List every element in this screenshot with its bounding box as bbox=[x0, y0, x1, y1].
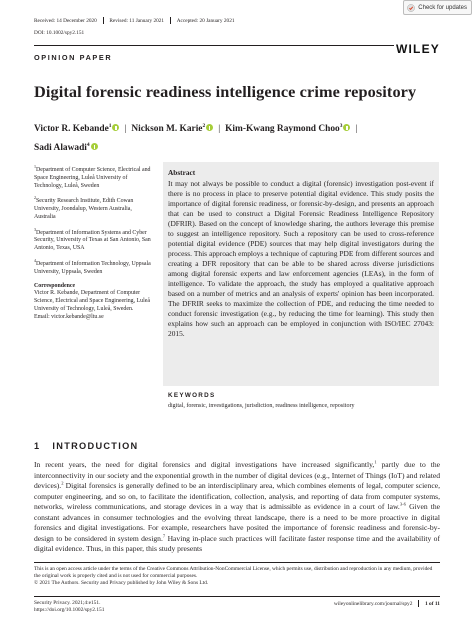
affiliation-text: Department of Computer Science, Electrical and Space Engineering, Luleå University of Technology, Luleå, Sweden bbox=[34, 166, 151, 189]
revised-date: Revised: 11 January 2021 bbox=[109, 17, 165, 24]
author[interactable] bbox=[34, 143, 98, 153]
divider bbox=[418, 600, 419, 607]
author[interactable] bbox=[225, 124, 350, 134]
license-text: This is an open access article under the terms of the Creative Commons Attribution-NonCommercial License, which permits use, distribution and reproduction in any medium, provided the original work is properly cited and is not used for commercial purposes. bbox=[34, 566, 433, 579]
footer-right bbox=[334, 600, 440, 607]
author-name: Sadi Alawadi bbox=[34, 143, 87, 154]
license-note bbox=[34, 566, 440, 587]
keywords-text: digital, forensic, investigations, jurisdiction, readiness intelligence, repository bbox=[168, 403, 355, 409]
author-separator: | bbox=[218, 124, 221, 135]
correspondence-email[interactable]: Email: victor.kebande@ltu.se bbox=[34, 313, 104, 320]
journal-citation: Security Privacy. 2021;4:e151. bbox=[34, 600, 101, 606]
affiliation-number: 2 bbox=[34, 195, 36, 201]
check-updates-label: Check for updates bbox=[418, 4, 467, 11]
divider bbox=[103, 17, 104, 24]
body-text-run: Digital forensics is generally defined to be an interdisciplinary area, which combines elements of legal, computer science, computer engineering, and so on, to facilitate the identification, collection, analysis, and reporting of data from computer systems, networks, wireless communications, and storage devices in a way that is admissible as evidence in a court of law. bbox=[34, 481, 440, 511]
body-text-run: partly due to the interconnectivity in our society and the exponential growth in the number of digital devices (e.g., Internet of Things (IoT) and related devices). bbox=[34, 460, 440, 490]
check-for-updates-button[interactable] bbox=[403, 0, 472, 15]
author-affiliation-ref: 1 bbox=[108, 123, 112, 129]
affiliation-number: 4 bbox=[34, 258, 36, 264]
author-name: Victor R. Kebande bbox=[34, 124, 109, 135]
affiliation-number: 3 bbox=[34, 226, 36, 232]
orcid-icon[interactable] bbox=[112, 124, 119, 131]
footer-citation bbox=[34, 600, 104, 614]
author-separator: | bbox=[124, 124, 127, 135]
copyright-text: © 2021 The Authors. Security and Privacy published by John Wiley & Sons Ltd. bbox=[34, 580, 209, 586]
citation-ref[interactable]: 1 bbox=[374, 459, 377, 465]
abstract-text: It may not always be possible to conduct a digital (forensic) investigation post-event if there is no process in place to preserve potential digital evidence. This study posits the importance of digital forensic readiness, or forensic-by-design, and presents an approach that can be used to construct a Digital Forensic Readiness Intelligence Repository (DFRIR). Based on the concept of knowledge sharing, the authors leverage this premise to suggest an intelligence repository. Such a repository can be used to cross-reference potential digital evidence (PDE) sources that may help digital investigators during the process. This approach employs a technique of capturing PDE from different sources and creating a DFR repository that can be able to be shared across diverse jurisdictions among digital forensic experts and law enforcement agencies (LEAs), in the form of intelligence. To validate the approach, the study has employed a qualitative approach based on a number of metrics and an analysis of experts' opinion has been incorporated. The DFRIR seeks to maximize the collection of PDE, and reducing the time needed to conduct forensic investigation (e.g., by reducing the time for learning). This study then explains how such an approach can be employed in conjunction with ISO/IEC 27043: 2015. bbox=[168, 179, 434, 338]
publisher-logo: WILEY bbox=[396, 42, 440, 56]
received-date: Received: 14 December 2020 bbox=[34, 17, 97, 24]
affiliations bbox=[34, 163, 154, 322]
affiliation-text: Department of Information Technology, Uppsala University, Uppsala, Sweden bbox=[34, 261, 151, 275]
footer-rule bbox=[34, 596, 440, 597]
author-separator: | bbox=[355, 124, 358, 135]
journal-site-link[interactable]: wileyonlinelibrary.com/journal/spy2 bbox=[333, 600, 413, 607]
affiliation-text: Security Research Institute, Edith Cowan University, Joondalup, Western Australia, Australia bbox=[34, 198, 134, 220]
orcid-icon[interactable] bbox=[206, 124, 213, 131]
orcid-icon[interactable] bbox=[91, 143, 98, 150]
affiliation-text: Department of Information Systems and Cyber Security, University of Texas at San Antonio, San Antonio, Texas, USA bbox=[34, 229, 151, 252]
paper-type: OPINION PAPER bbox=[34, 53, 113, 62]
author-list bbox=[34, 118, 444, 156]
body-text-run: In recent years, the need for digital forensics and digital investigations have increased significantly, bbox=[34, 460, 375, 469]
author-name: Kim-Kwang Raymond Choo bbox=[225, 124, 340, 135]
doi-link[interactable]: https://doi.org/10.1002/spy2.151 bbox=[34, 607, 105, 614]
citation-ref[interactable]: 7 bbox=[162, 532, 166, 538]
keywords-heading: KEYWORDS bbox=[168, 392, 216, 399]
crossmark-icon bbox=[407, 4, 415, 12]
author[interactable] bbox=[131, 124, 213, 134]
author-name: Nickson M. Karie bbox=[131, 124, 203, 135]
author-affiliation-ref: 4 bbox=[86, 142, 90, 149]
section-heading bbox=[34, 441, 138, 451]
affiliation bbox=[34, 257, 154, 277]
section-number: 1 bbox=[34, 441, 41, 451]
correspondence-address: Victor R. Kebande, Department of Computer Science, Electrical and Space Engineering, Luleå University of Technology, Luleå, Sweden. bbox=[34, 290, 150, 313]
page-number: 1 of 11 bbox=[425, 600, 440, 607]
affiliation bbox=[34, 163, 154, 190]
citation-ref[interactable]: 3-6 bbox=[399, 501, 406, 507]
doi: DOI: 10.1002/spy2.151 bbox=[34, 30, 85, 36]
article-title: Digital forensic readiness intelligence crime repository bbox=[34, 82, 417, 101]
author-affiliation-ref: 2 bbox=[202, 123, 206, 129]
history-dates bbox=[34, 17, 235, 24]
author-affiliation-ref: 3 bbox=[339, 123, 343, 129]
affiliation-number: 1 bbox=[34, 164, 36, 169]
correspondence-text bbox=[34, 290, 154, 321]
body-text-run: Given the constant advances in consumer technologies and the evolving threat landscape, there is a need to be more proactive in digital forensics and digital investigations. For example, researchers have posited the importance of forensic readiness and forensic-by-design to be considered in system design. bbox=[34, 502, 440, 543]
citation-ref[interactable]: 2 bbox=[61, 480, 64, 486]
footnote-rule bbox=[34, 562, 440, 563]
abstract-box bbox=[163, 162, 439, 386]
affiliation bbox=[34, 194, 154, 221]
divider bbox=[170, 17, 171, 24]
accepted-date: Accepted: 20 January 2021 bbox=[176, 17, 235, 24]
header-rule bbox=[34, 45, 394, 46]
body-text-run: Having in-place such practices will facilitate faster response time and the availability of digital evidence. Thus, in this paper, this study presents bbox=[34, 533, 440, 553]
author[interactable] bbox=[34, 124, 119, 134]
abstract-heading: Abstract bbox=[168, 168, 196, 177]
orcid-icon[interactable] bbox=[343, 124, 350, 131]
correspondence-heading: Correspondence bbox=[34, 282, 76, 289]
section-title: INTRODUCTION bbox=[52, 441, 139, 451]
section-body bbox=[34, 460, 440, 555]
affiliation bbox=[34, 226, 154, 253]
